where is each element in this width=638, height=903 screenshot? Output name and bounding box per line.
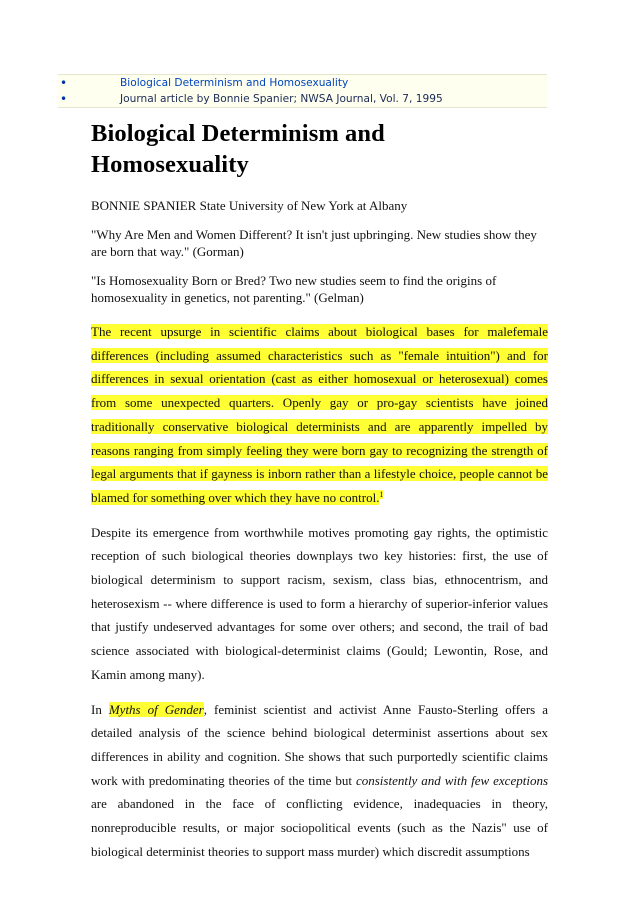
- paragraph-middle: , feminist scientist and activist Anne Fausto-Sterling offers a detailed analysis of the science behind biological determinist assertions about sex differences in ability and cognition. She shows that such purportedly scientific claims work with predominating theories of the time but: [91, 701, 549, 788]
- article-body: [91, 118, 548, 863]
- highlighted-text: The recent upsurge in scientific claims about biological bases for malefemale differences (including assumed characteristics such as "female intuition") and for differences in sexual orientation (cast as either homosexual or heterosexual) comes from some unexpected quarters. Openly gay or pro-gay scientists have joined traditionally conservative biological determinists and are apparently impelled by reasons ranging from simply feeling they were born gay to recognizing the strength of legal arguments that if gayness is inborn rather than a lifestyle choice, people cannot be blamed for something over which they have no control.: [91, 324, 548, 505]
- header-item-title[interactable]: [58, 75, 547, 91]
- body-paragraph: [91, 698, 548, 864]
- article-header-box: [58, 74, 547, 108]
- highlighted-paragraph: [91, 320, 548, 510]
- header-citation-text: Journal article by Bonnie Spanier; NWSA Journal, Vol. 7, 1995: [120, 93, 443, 105]
- paragraph-lead: In: [91, 701, 109, 717]
- book-title: Myths of Gender: [108, 701, 204, 717]
- epigraph-quote: "Is Homosexuality Born or Bred? Two new studies seem to find the origins of homosexuality in genetics, not parenting." (Gelman): [91, 273, 497, 305]
- bullet-icon: •: [60, 76, 68, 90]
- epigraph-quote: "Why Are Men and Women Different? It isn't just upbringing. New studies show they are born that way." (Gorman): [91, 227, 537, 259]
- header-item-citation: [58, 91, 547, 107]
- footnote-marker[interactable]: 1: [379, 489, 384, 499]
- emphasis-text: consistently and with few exceptions: [355, 772, 548, 788]
- article-author: BONNIE SPANIER State University of New York at Albany: [91, 198, 408, 213]
- header-title-link[interactable]: Biological Determinism and Homosexuality: [120, 77, 349, 89]
- body-paragraph: Despite its emergence from worthwhile motives promoting gay rights, the optimistic reception of such biological theories downplays two key histories: first, the use of biological determinism to support racism, sexism, class bias, ethnocentrism, and heterosexism -- where difference is used to form a hierarchy of superior-inferior values that justify undeserved advantages for some over others; and second, the trail of bad science associated with biological-determinist claims (Gould; Lewontin, Rose, and Kamin among many).: [91, 524, 548, 682]
- paragraph-tail: are abandoned in the face of conflicting evidence, inadequacies in theory, nonreproducible results, or major sociopolitical events (such as the Nazis" use of biological determinist theories to support mass murder) which discredit assumptions: [91, 796, 548, 859]
- article-title: Biological Determinism and Homosexuality: [91, 120, 385, 178]
- bullet-icon: •: [60, 92, 68, 106]
